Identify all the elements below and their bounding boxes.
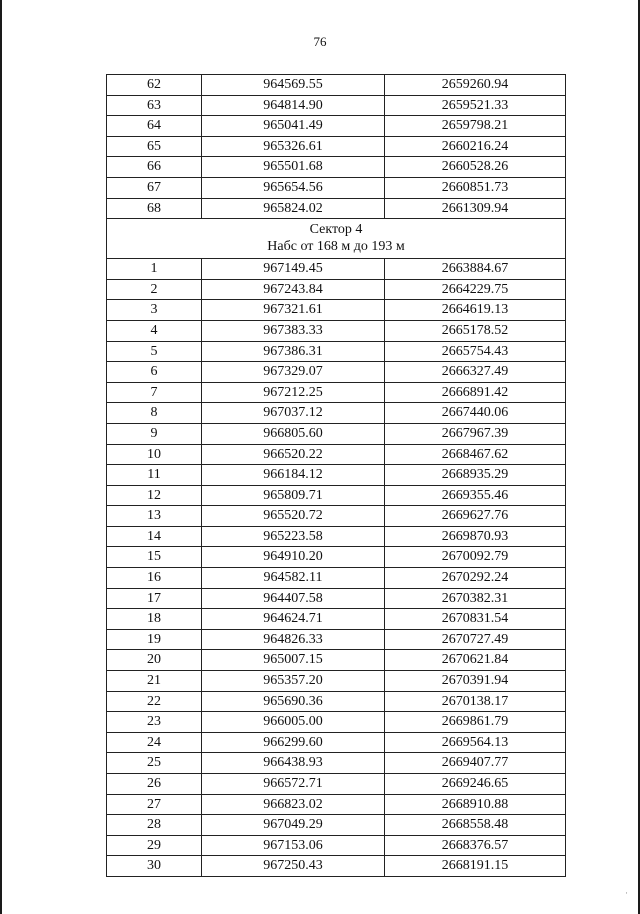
x-coordinate-cell: 967383.33 [202,320,385,341]
table-row [107,95,566,116]
y-coordinate-cell: 2661309.94 [385,198,566,219]
coordinates-table [106,74,566,877]
point-number-cell: 22 [107,691,202,712]
y-coordinate-cell: 2667440.06 [385,403,566,424]
x-coordinate-cell: 966184.12 [202,465,385,486]
table-row [107,506,566,527]
table-row [107,382,566,403]
table-row [107,794,566,815]
sector-title: Сектор 4 [309,222,363,238]
x-coordinate-cell: 965501.68 [202,157,385,178]
table-row [107,547,566,568]
sector-header-row [107,219,566,259]
table-row [107,485,566,506]
x-coordinate-cell: 966572.71 [202,774,385,795]
point-number-cell: 10 [107,444,202,465]
y-coordinate-cell: 2669407.77 [385,753,566,774]
x-coordinate-cell: 967250.43 [202,856,385,877]
table-row [107,157,566,178]
table-row [107,526,566,547]
point-number-cell: 23 [107,712,202,733]
x-coordinate-cell: 967243.84 [202,279,385,300]
y-coordinate-cell: 2669870.93 [385,526,566,547]
point-number-cell: 9 [107,423,202,444]
table-row [107,259,566,280]
x-coordinate-cell: 964569.55 [202,75,385,96]
point-number-cell: 19 [107,629,202,650]
x-coordinate-cell: 966299.60 [202,732,385,753]
y-coordinate-cell: 2669246.65 [385,774,566,795]
y-coordinate-cell: 2670727.49 [385,629,566,650]
x-coordinate-cell: 967212.25 [202,382,385,403]
y-coordinate-cell: 2670092.79 [385,547,566,568]
x-coordinate-cell: 967153.06 [202,835,385,856]
x-coordinate-cell: 965223.58 [202,526,385,547]
y-coordinate-cell: 2665754.43 [385,341,566,362]
point-number-cell: 62 [107,75,202,96]
x-coordinate-cell: 967049.29 [202,815,385,836]
x-coordinate-cell: 965326.61 [202,136,385,157]
table-row [107,423,566,444]
point-number-cell: 68 [107,198,202,219]
x-coordinate-cell: 965824.02 [202,198,385,219]
table-row [107,629,566,650]
table-row [107,588,566,609]
point-number-cell: 4 [107,320,202,341]
y-coordinate-cell: 2669355.46 [385,485,566,506]
y-coordinate-cell: 2660528.26 [385,157,566,178]
point-number-cell: 1 [107,259,202,280]
table-row [107,568,566,589]
y-coordinate-cell: 2669627.76 [385,506,566,527]
point-number-cell: 2 [107,279,202,300]
y-coordinate-cell: 2668467.62 [385,444,566,465]
rows-before-sector [107,75,566,219]
table-row [107,300,566,321]
x-coordinate-cell: 965041.49 [202,116,385,137]
page-left-edge [0,0,2,914]
table-row [107,198,566,219]
y-coordinate-cell: 2660851.73 [385,177,566,198]
y-coordinate-cell: 2665178.52 [385,320,566,341]
point-number-cell: 5 [107,341,202,362]
table-row [107,362,566,383]
point-number-cell: 28 [107,815,202,836]
table-row [107,444,566,465]
y-coordinate-cell: 2670382.31 [385,588,566,609]
point-number-cell: 16 [107,568,202,589]
y-coordinate-cell: 2670391.94 [385,671,566,692]
x-coordinate-cell: 964582.11 [202,568,385,589]
y-coordinate-cell: 2670138.17 [385,691,566,712]
table-row [107,403,566,424]
table-row [107,75,566,96]
y-coordinate-cell: 2667967.39 [385,423,566,444]
point-number-cell: 30 [107,856,202,877]
y-coordinate-cell: 2664229.75 [385,279,566,300]
point-number-cell: 63 [107,95,202,116]
x-coordinate-cell: 966823.02 [202,794,385,815]
point-number-cell: 25 [107,753,202,774]
margin-mark: · [625,888,628,898]
table-row [107,279,566,300]
x-coordinate-cell: 967037.12 [202,403,385,424]
y-coordinate-cell: 2670621.84 [385,650,566,671]
x-coordinate-cell: 964826.33 [202,629,385,650]
x-coordinate-cell: 965809.71 [202,485,385,506]
point-number-cell: 15 [107,547,202,568]
x-coordinate-cell: 965357.20 [202,671,385,692]
table-row [107,136,566,157]
x-coordinate-cell: 966005.00 [202,712,385,733]
y-coordinate-cell: 2666891.42 [385,382,566,403]
y-coordinate-cell: 2668191.15 [385,856,566,877]
y-coordinate-cell: 2668558.48 [385,815,566,836]
table-row [107,774,566,795]
x-coordinate-cell: 964624.71 [202,609,385,630]
y-coordinate-cell: 2668935.29 [385,465,566,486]
table-row [107,856,566,877]
table-row [107,815,566,836]
point-number-cell: 3 [107,300,202,321]
y-coordinate-cell: 2663884.67 [385,259,566,280]
y-coordinate-cell: 2670292.24 [385,568,566,589]
point-number-cell: 64 [107,116,202,137]
y-coordinate-cell: 2669564.13 [385,732,566,753]
point-number-cell: 12 [107,485,202,506]
point-number-cell: 26 [107,774,202,795]
point-number-cell: 24 [107,732,202,753]
y-coordinate-cell: 2668910.88 [385,794,566,815]
x-coordinate-cell: 967329.07 [202,362,385,383]
y-coordinate-cell: 2659260.94 [385,75,566,96]
sector-header-cell [107,219,566,259]
table-row [107,691,566,712]
table-row [107,732,566,753]
table-row [107,341,566,362]
point-number-cell: 20 [107,650,202,671]
table-row [107,116,566,137]
y-coordinate-cell: 2664619.13 [385,300,566,321]
y-coordinate-cell: 2660216.24 [385,136,566,157]
y-coordinate-cell: 2670831.54 [385,609,566,630]
point-number-cell: 66 [107,157,202,178]
table-row [107,177,566,198]
y-coordinate-cell: 2666327.49 [385,362,566,383]
point-number-cell: 14 [107,526,202,547]
sector-subtitle: Набс от 168 м до 193 м [267,239,405,255]
point-number-cell: 11 [107,465,202,486]
point-number-cell: 18 [107,609,202,630]
point-number-cell: 7 [107,382,202,403]
point-number-cell: 21 [107,671,202,692]
x-coordinate-cell: 967149.45 [202,259,385,280]
table-row [107,650,566,671]
x-coordinate-cell: 966520.22 [202,444,385,465]
point-number-cell: 8 [107,403,202,424]
x-coordinate-cell: 965654.56 [202,177,385,198]
table-row [107,671,566,692]
y-coordinate-cell: 2659798.21 [385,116,566,137]
sector-header [107,219,566,259]
point-number-cell: 65 [107,136,202,157]
point-number-cell: 17 [107,588,202,609]
y-coordinate-cell: 2668376.57 [385,835,566,856]
y-coordinate-cell: 2669861.79 [385,712,566,733]
x-coordinate-cell: 964407.58 [202,588,385,609]
point-number-cell: 67 [107,177,202,198]
x-coordinate-cell: 965520.72 [202,506,385,527]
point-number-cell: 27 [107,794,202,815]
page-number: 76 [313,34,327,49]
x-coordinate-cell: 966805.60 [202,423,385,444]
rows-after-sector [107,259,566,877]
table-row [107,320,566,341]
x-coordinate-cell: 965690.36 [202,691,385,712]
x-coordinate-cell: 966438.93 [202,753,385,774]
table-row [107,835,566,856]
table-row [107,753,566,774]
x-coordinate-cell: 967321.61 [202,300,385,321]
x-coordinate-cell: 964814.90 [202,95,385,116]
table-row [107,712,566,733]
point-number-cell: 6 [107,362,202,383]
point-number-cell: 29 [107,835,202,856]
table-row [107,465,566,486]
point-number-cell: 13 [107,506,202,527]
y-coordinate-cell: 2659521.33 [385,95,566,116]
x-coordinate-cell: 965007.15 [202,650,385,671]
table-row [107,609,566,630]
x-coordinate-cell: 964910.20 [202,547,385,568]
x-coordinate-cell: 967386.31 [202,341,385,362]
